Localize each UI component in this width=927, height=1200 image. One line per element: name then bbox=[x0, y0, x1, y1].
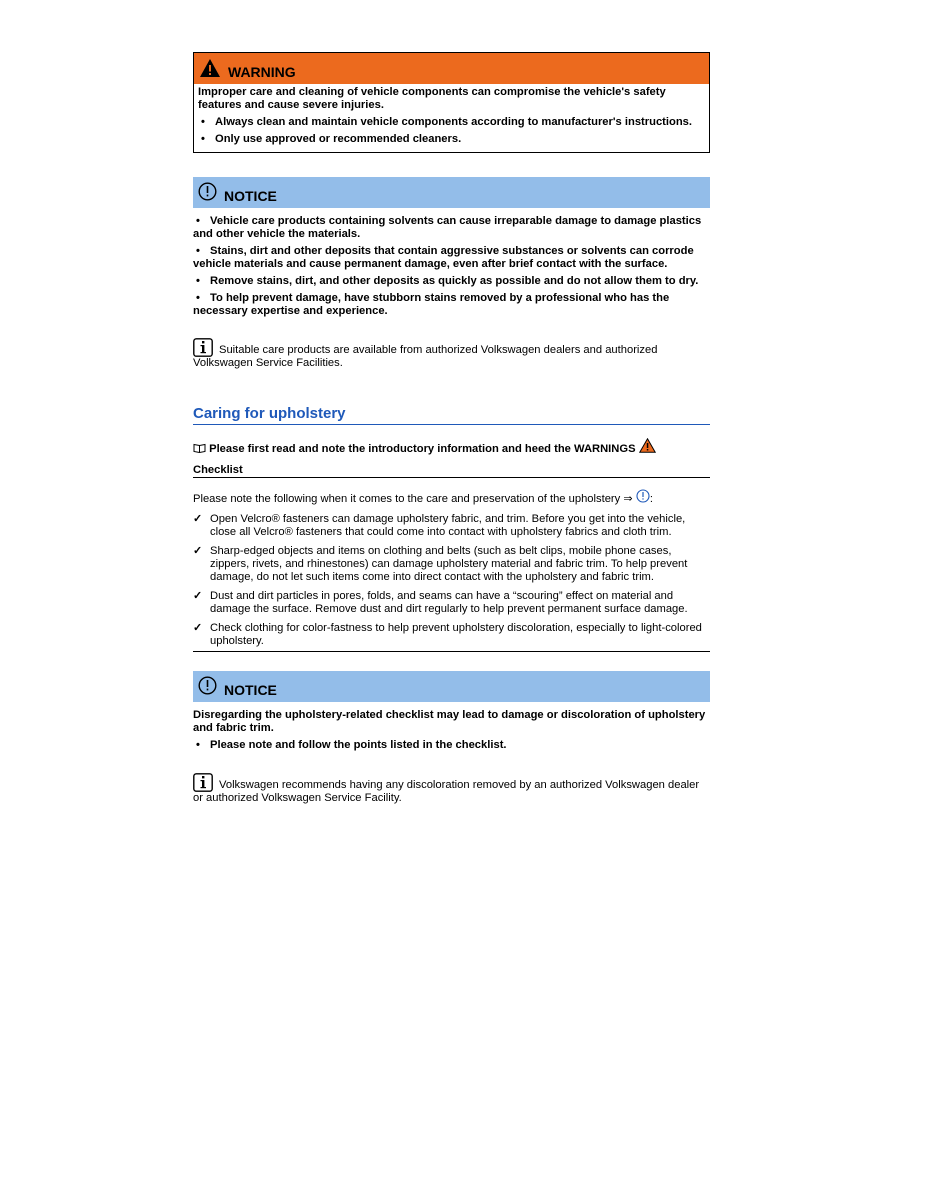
notice-item: • Remove stains, dirt, and other deposits as quickly as possible and do not allow them to dry. bbox=[196, 275, 699, 287]
warning-item: • Only use approved or recommended cleaners. bbox=[198, 133, 705, 146]
book-icon bbox=[193, 443, 206, 453]
warning-header bbox=[194, 53, 709, 84]
lead-text: Please note the following when it comes to the care and preservation of the upholstery bbox=[193, 493, 621, 505]
info-text: Volkswagen recommends having any discoloration removed by an authorized Volkswagen dealer or authorized Volkswagen Service Facility. bbox=[193, 779, 700, 804]
lead-end: : bbox=[649, 493, 653, 505]
info-note bbox=[193, 779, 710, 805]
notice-item-text: Please note and follow the points listed in the checklist. bbox=[210, 739, 507, 751]
notice-body bbox=[193, 709, 710, 752]
info-text: Suitable care products are available from authorized Volkswagen dealers and authorized Volkswagen Service Facilities. bbox=[193, 344, 658, 369]
notice-title: NOTICE bbox=[224, 188, 277, 204]
info-note bbox=[193, 344, 710, 370]
intro-line bbox=[193, 438, 710, 455]
notice-exclamation-icon bbox=[198, 182, 217, 201]
notice-exclamation-icon bbox=[198, 676, 217, 695]
checklist-item-text: Check clothing for color-fastness to help prevent upholstery discoloration, especially to light-colored upholstery. bbox=[210, 622, 702, 647]
warning-item: • Always clean and maintain vehicle components according to manufacturer's instructions. bbox=[198, 116, 705, 129]
check-icon: ✓ bbox=[193, 622, 203, 634]
check-icon: ✓ bbox=[193, 545, 203, 557]
notice-header bbox=[193, 177, 710, 208]
warning-box bbox=[193, 52, 710, 153]
info-icon bbox=[193, 773, 213, 792]
checklist-divider bbox=[193, 651, 710, 652]
warning-body bbox=[194, 84, 709, 152]
checklist-item bbox=[193, 590, 710, 616]
checklist-heading: Checklist bbox=[193, 464, 710, 478]
notice-item-text: Remove stains, dirt, and other deposits as quickly as possible and do not allow them to dry. bbox=[210, 275, 699, 287]
notice-text: Disregarding the upholstery-related checklist may lead to damage or discoloration of upholstery and fabric trim. bbox=[193, 709, 706, 734]
checklist bbox=[193, 513, 710, 648]
warning-triangle-icon bbox=[639, 438, 656, 453]
check-icon: ✓ bbox=[193, 513, 203, 525]
notice-item: • To help prevent damage, have stubborn stains removed by a professional who has the necessary expertise and experience. bbox=[193, 292, 670, 317]
checklist-item bbox=[193, 545, 710, 584]
checklist-item bbox=[193, 622, 710, 648]
notice-item: • Please note and follow the points listed in the checklist. bbox=[196, 739, 507, 751]
warning-title: WARNING bbox=[228, 64, 296, 80]
intro-text: Please first read and note the introductory information and heed the WARNINGS bbox=[209, 443, 636, 455]
notice-item-text: To help prevent damage, have stubborn stains removed by a professional who has the necessary expertise and experience. bbox=[193, 292, 670, 317]
notice-header bbox=[193, 671, 710, 702]
notice-item-text: Vehicle care products containing solvents can cause irreparable damage to damage plastics and other vehicle the materials. bbox=[193, 215, 702, 240]
arrow-icon: ⇒ bbox=[623, 493, 633, 505]
warning-triangle-icon bbox=[199, 58, 221, 78]
checklist-lead bbox=[193, 489, 710, 506]
checklist-item-text: Dust and dirt particles in pores, folds, and seams can have a “scouring” effect on material and damage the surface. Remove dust and dirt regularly to help prevent permanent surface damage. bbox=[210, 590, 688, 615]
page-content bbox=[193, 52, 710, 805]
notice-title: NOTICE bbox=[224, 682, 277, 698]
notice-item-text: Stains, dirt and other deposits that contain aggressive substances or solvents can corrode vehicle materials and cause permanent damage, even after brief contact with the surface. bbox=[193, 245, 694, 270]
section-title: Caring for upholstery bbox=[193, 405, 710, 425]
notice-item: • Stains, dirt and other deposits that contain aggressive substances or solvents can corrode vehicle materials and cause permanent damage, even after brief contact with the surface. bbox=[193, 245, 694, 270]
checklist-item-text: Sharp-edged objects and items on clothing and belts (such as belt clips, mobile phone cases, zippers, rivets, and rhinestones) can damage upholstery material and fabric trim. To help prevent damage, do not let such items come into direct contact with the upholstery and fabric trim. bbox=[210, 545, 688, 583]
info-icon bbox=[193, 338, 213, 357]
notice-item: • Vehicle care products containing solvents can cause irreparable damage to damage plastics and other vehicle the materials. bbox=[193, 215, 702, 240]
warning-text: Improper care and cleaning of vehicle components can compromise the vehicle's safety features and cause severe injuries. bbox=[198, 86, 666, 111]
notice-body bbox=[193, 215, 710, 318]
checklist-item bbox=[193, 513, 710, 539]
check-icon: ✓ bbox=[193, 590, 203, 602]
notice-exclamation-icon bbox=[636, 489, 650, 503]
checklist-item-text: Open Velcro® fasteners can damage upholstery fabric, and trim. Before you get into the vehicle, close all Velcro® fasteners that could come into contact with upholstery fabrics and cloth trim. bbox=[210, 513, 686, 538]
warning-list bbox=[198, 116, 705, 146]
